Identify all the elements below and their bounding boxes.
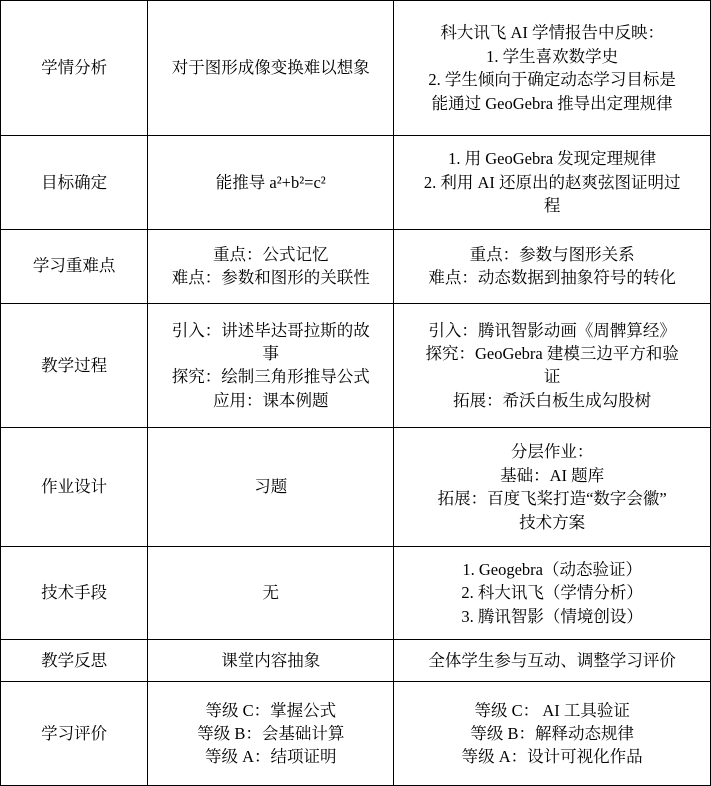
cell-line: 难点：参数和图形的关联性: [171, 268, 370, 288]
row-label-cell: [1, 136, 148, 229]
traditional-design-cell: [148, 136, 394, 229]
row-label-cell: [1, 1, 148, 136]
cell-line: 2. 学生倾向于确定动态学习目标是: [428, 70, 676, 90]
cell-line: 基础：AI 题库: [500, 465, 605, 485]
cell-line: 引入：腾讯智影动画《周髀算经》: [428, 320, 676, 340]
cell-text: 全体学生参与互动、调整学习评价: [428, 650, 676, 670]
ai-design-cell: [394, 136, 711, 229]
cell-line: 证: [543, 367, 561, 387]
cell-line: 1. Geogebra（动态验证）: [462, 559, 642, 579]
cell-line: 1. 学生喜欢数学史: [486, 46, 619, 66]
row-label: 教学反思: [41, 650, 108, 670]
row-label: 学习重难点: [32, 256, 116, 276]
cell-line: 能通过 GeoGebra 推导出定理规律: [431, 93, 673, 113]
row-label: 目标确定: [41, 172, 108, 192]
ai-design-cell: [394, 1, 711, 136]
cell-line: 2. 利用 AI 还原出的赵爽弦图证明过: [423, 172, 681, 192]
table-row: [1, 303, 711, 428]
table-row: [1, 546, 711, 639]
traditional-design-cell: [148, 1, 394, 136]
cell-line: 等级 A：设计可视化作品: [461, 747, 643, 767]
cell-line: 事: [262, 344, 279, 364]
cell-line: 2. 科大讯飞（学情分析）: [461, 583, 643, 603]
traditional-design-cell: [148, 229, 394, 303]
cell-text: 能推导 a²+b²=c²: [215, 172, 326, 192]
cell-line: 1. 用 GeoGebra 发现定理规律: [448, 149, 657, 169]
cell-line: 程: [543, 196, 561, 216]
ai-design-cell: [394, 428, 711, 546]
cell-line: 拓展：百度飞桨打造“数字会徽”: [437, 489, 667, 509]
traditional-design-cell: [148, 546, 394, 639]
ai-design-cell: [394, 303, 711, 428]
traditional-design-cell: [148, 639, 394, 681]
cell-line: 引入：讲述毕达哥拉斯的故: [171, 320, 370, 340]
traditional-design-cell: [148, 303, 394, 428]
cell-line: 拓展：希沃白板生成勾股树: [453, 390, 652, 410]
cell-line: 等级 A：结项证明: [204, 747, 337, 767]
row-label-cell: [1, 303, 148, 428]
traditional-design-cell: [148, 682, 394, 786]
cell-line: 等级 B：解释动态规律: [470, 723, 634, 743]
row-label: 学情分析: [41, 58, 108, 78]
cell-text: 课堂内容抽象: [221, 650, 321, 670]
row-label: 学习评价: [41, 723, 108, 743]
cell-line: 等级 C： AI 工具验证: [474, 700, 630, 720]
cell-line: 探究：GeoGebra 建模三边平方和验: [425, 344, 679, 364]
cell-line: 应用：课本例题: [213, 390, 329, 410]
ai-design-cell: [394, 682, 711, 786]
cell-line: 等级 B：会基础计算: [197, 723, 345, 743]
row-label-cell: [1, 229, 148, 303]
row-label-cell: [1, 639, 148, 681]
table-row: [1, 682, 711, 786]
row-label: 教学过程: [41, 355, 108, 375]
row-label: 技术手段: [41, 583, 108, 603]
cell-line: 重点：参数与图形关系: [469, 244, 635, 264]
cell-line: 科大讯飞 AI 学情报告中反映：: [440, 23, 664, 43]
table-body: [1, 1, 711, 786]
row-label-cell: [1, 546, 148, 639]
table-row: [1, 229, 711, 303]
ai-design-cell: [394, 546, 711, 639]
row-label-cell: [1, 682, 148, 786]
cell-line: 3. 腾讯智影（情境创设）: [461, 606, 643, 626]
table-row: [1, 136, 711, 229]
cell-text: 对于图形成像变换难以想象: [171, 58, 370, 78]
ai-design-cell: [394, 639, 711, 681]
traditional-design-cell: [148, 428, 394, 546]
cell-line: 重点：公式记忆: [213, 244, 329, 264]
row-label-cell: [1, 428, 148, 546]
cell-text: 习题: [254, 477, 288, 497]
cell-line: 探究：绘制三角形推导公式: [171, 367, 370, 387]
cell-line: 分层作业：: [510, 442, 594, 462]
table-row: [1, 428, 711, 546]
cell-line: 技术方案: [519, 512, 586, 532]
cell-text: 无: [262, 583, 279, 603]
cell-line: 难点：动态数据到抽象符号的转化: [428, 268, 676, 288]
table-row: [1, 1, 711, 136]
ai-design-cell: [394, 229, 711, 303]
cell-line: 等级 C：掌握公式: [205, 700, 337, 720]
row-label: 作业设计: [41, 477, 108, 497]
table-row: [1, 639, 711, 681]
